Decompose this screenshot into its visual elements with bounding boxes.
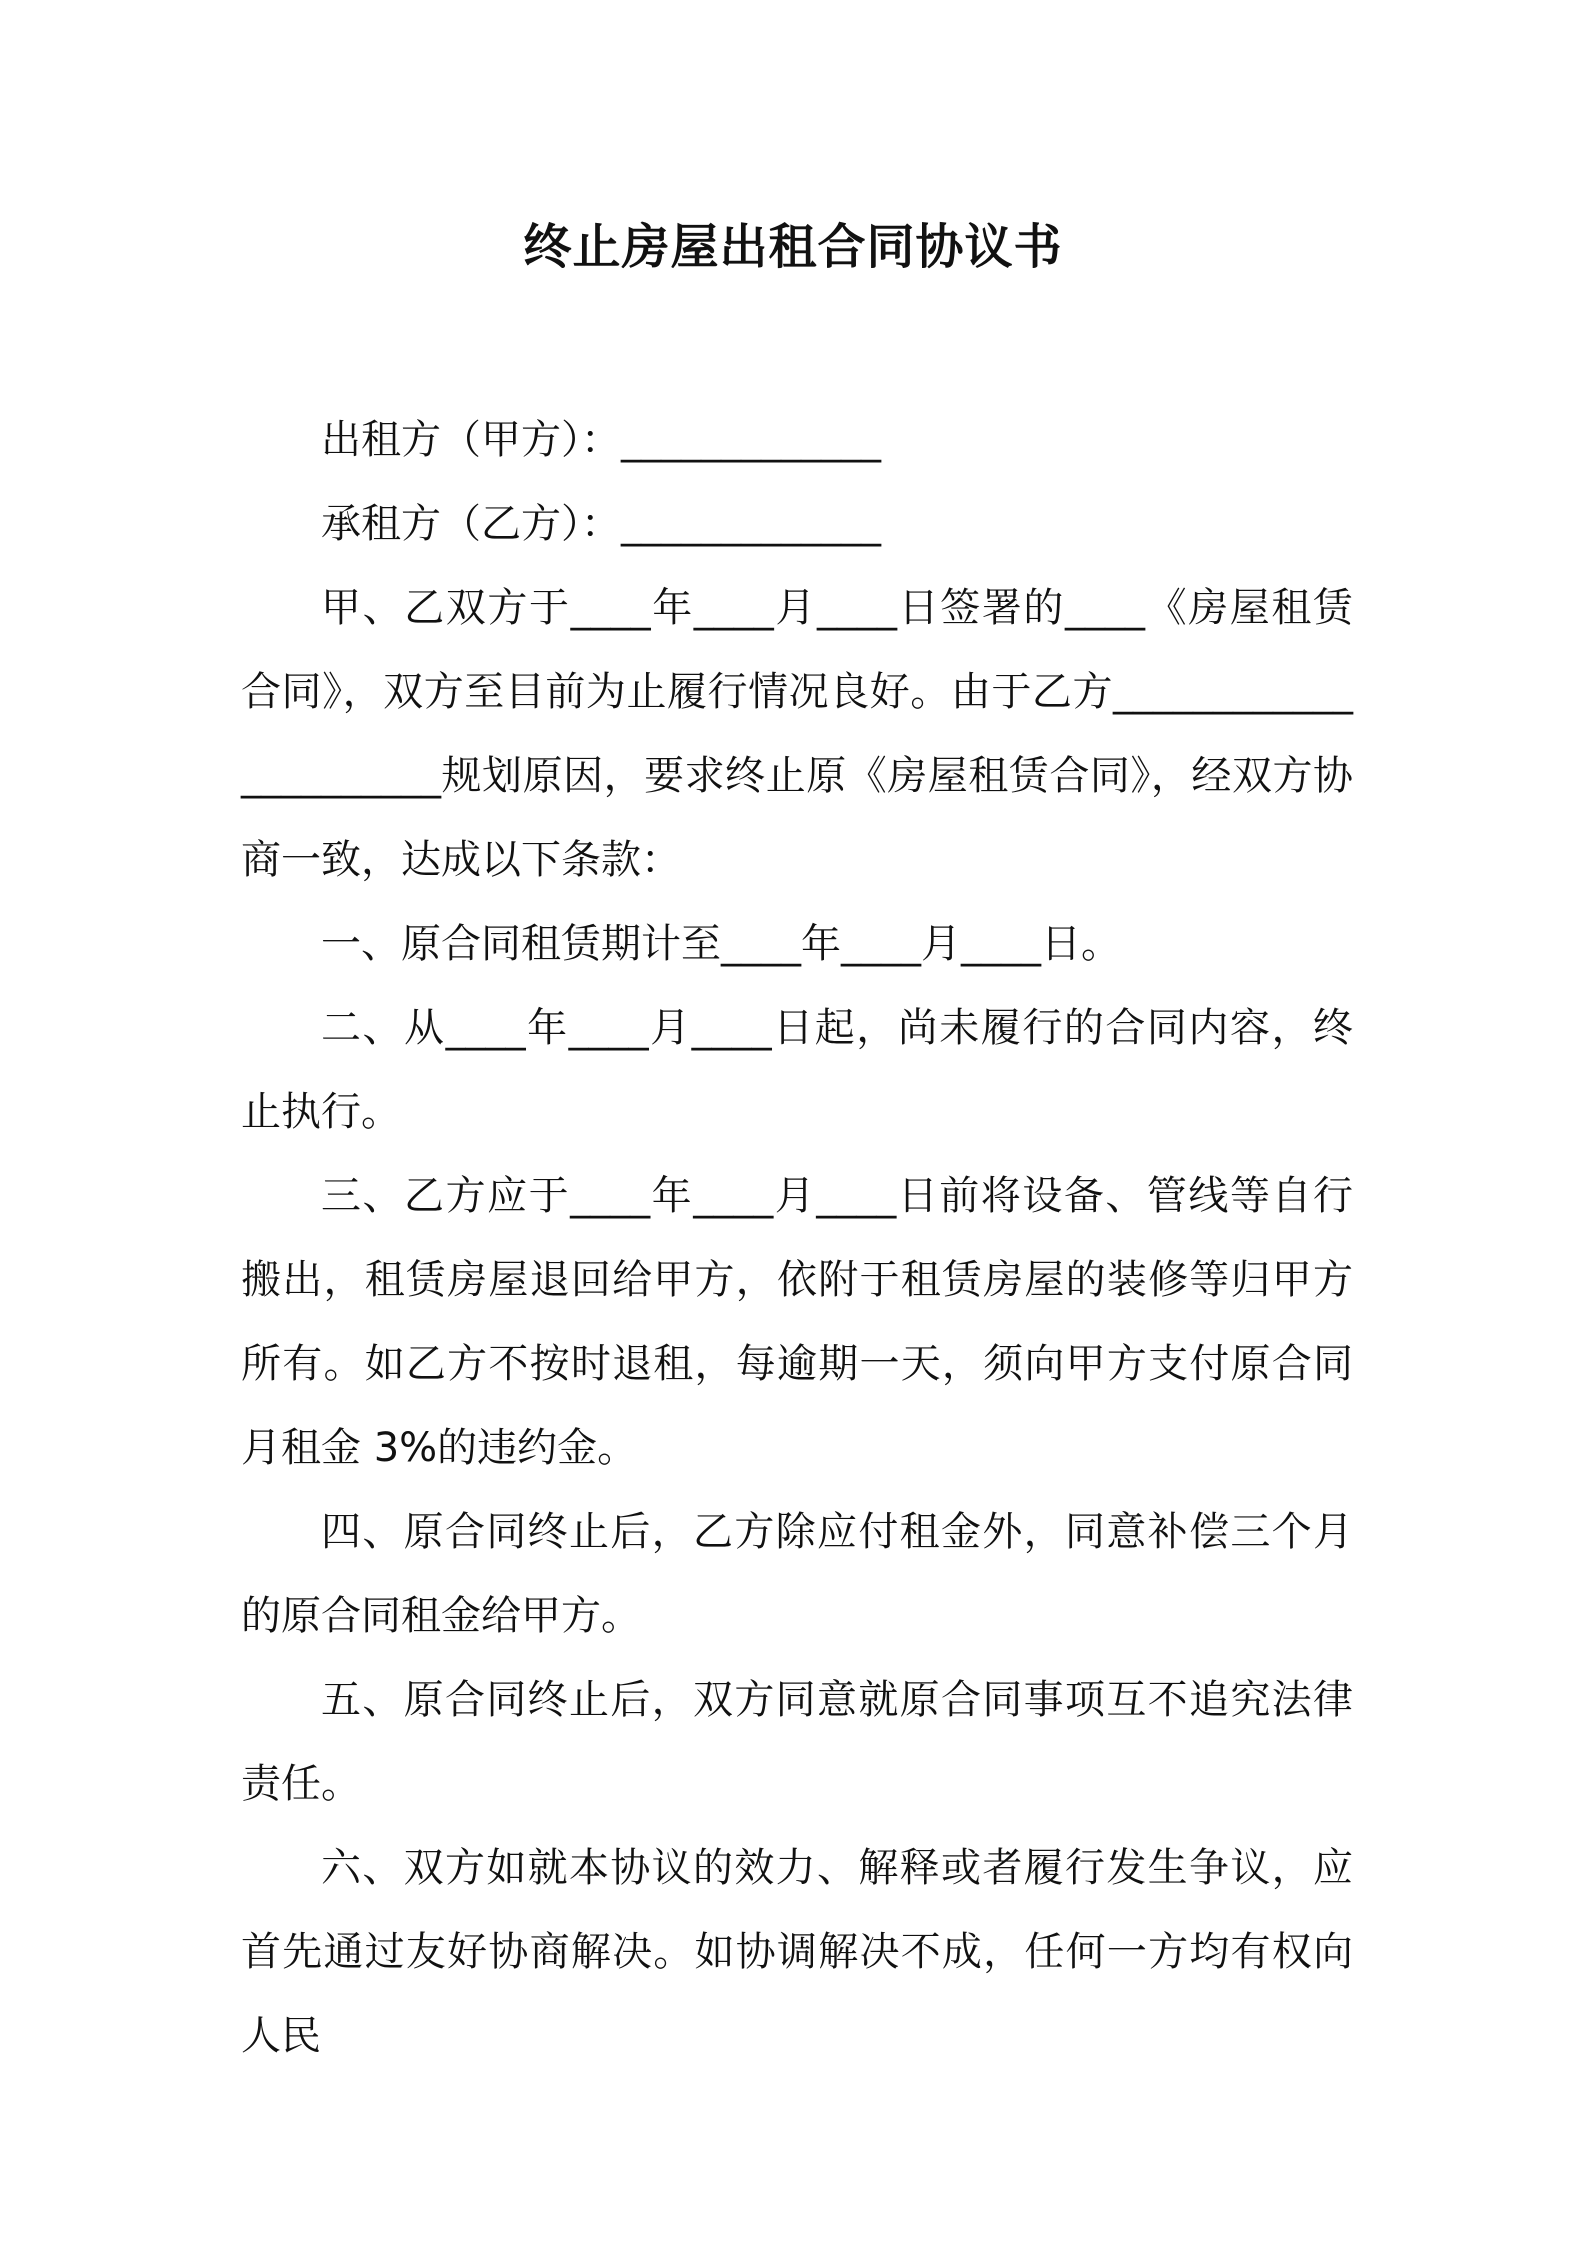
clause-3: 三、乙方应于____年____月____日前将设备、管线等自行搬出，租赁房屋退回给甲方，依附于租赁房屋的装修等归甲方所有。如乙方不按时退租，每逾期一天，须向甲方支付原合同月租金 3%的违约金。 <box>241 1173 1353 1471</box>
preamble-paragraph: 甲、乙双方于____年____月____日签署的____《房屋租赁合同》，双方至目前为止履行情况良好。由于乙方______________________规划原因，要求终止原《房屋租赁合同》，经双方协商一致，达成以下条款： <box>241 585 1353 883</box>
document-body <box>241 398 1353 2078</box>
clause-5: 五、原合同终止后，双方同意就原合同事项互不追究法律责任。 <box>241 1677 1353 1807</box>
clause-6: 六、双方如就本协议的效力、解释或者履行发生争议，应首先通过友好协商解决。如协调解决不成，任何一方均有权向人民 <box>241 1845 1353 2059</box>
clause-4: 四、原合同终止后，乙方除应付租金外，同意补偿三个月的原合同租金给甲方。 <box>241 1509 1353 1639</box>
clause-1: 一、原合同租赁期计至____年____月____日。 <box>321 921 1121 967</box>
lessee-line: 承租方（乙方）：_____________ <box>321 501 881 547</box>
lessor-line: 出租方（甲方）：_____________ <box>321 417 881 463</box>
clause-2: 二、从____年____月____日起，尚未履行的合同内容，终止执行。 <box>241 1005 1353 1135</box>
document-title: 终止房屋出租合同协议书 <box>523 219 1063 275</box>
